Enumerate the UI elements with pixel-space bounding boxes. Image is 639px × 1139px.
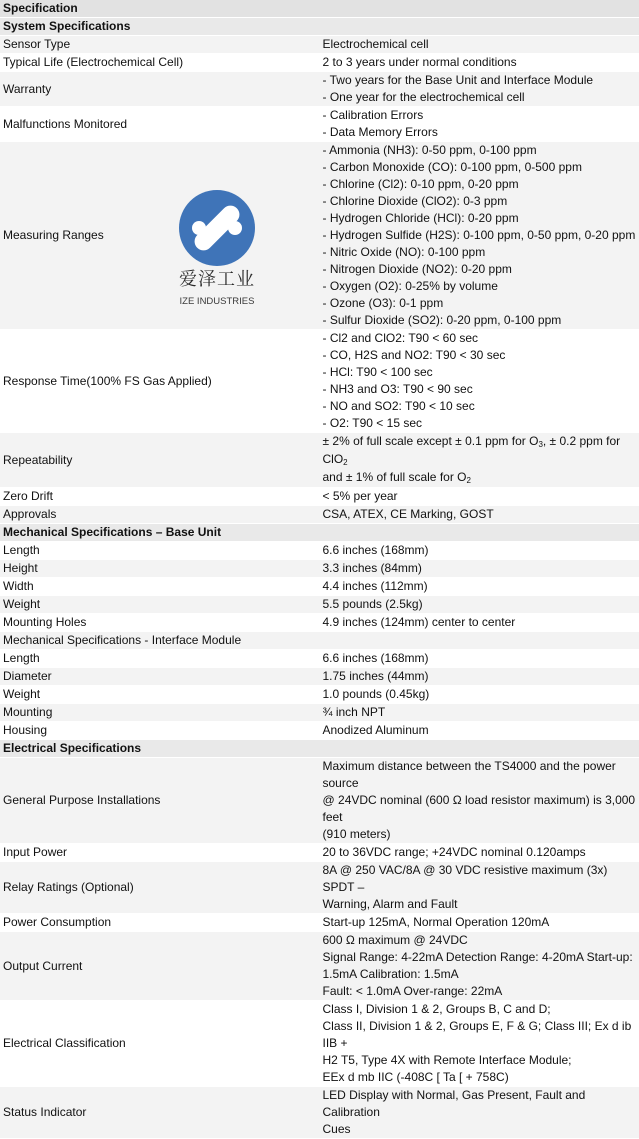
row-value xyxy=(320,54,639,72)
row-value xyxy=(320,142,639,330)
page-title xyxy=(0,0,639,18)
spec-row xyxy=(0,578,639,596)
row-label: Malfunctions Monitored xyxy=(0,107,320,142)
row-value: 4.9 inches (124mm) center to center xyxy=(320,614,639,632)
spec-row xyxy=(0,758,639,844)
row-label: Length xyxy=(0,542,320,560)
value-line: - Ozone (O3): 0-1 ppm xyxy=(323,295,639,312)
value-line: - Nitric Oxide (NO): 0-100 ppm xyxy=(323,244,639,261)
section-system-cell: System Specifications xyxy=(0,18,639,36)
spec-row xyxy=(0,686,639,704)
value-line: Cues xyxy=(323,1121,639,1138)
row-value xyxy=(320,488,639,506)
row-value xyxy=(320,914,639,932)
row-value xyxy=(320,844,639,862)
value-line: - Oxygen (O2): 0-25% by volume xyxy=(323,278,639,295)
value-line: 2 to 3 years under normal conditions xyxy=(323,54,639,71)
row-label: Length xyxy=(0,650,320,668)
spec-row xyxy=(0,54,639,72)
row-label: Power Consumption xyxy=(0,914,320,932)
row-value: 5.5 pounds (2.5kg) xyxy=(320,596,639,614)
spec-row xyxy=(0,722,639,740)
row-label: Repeatability xyxy=(0,433,320,488)
row-label: Zero Drift xyxy=(0,488,320,506)
value-line: 20 to 36VDC range; +24VDC nominal 0.120amps xyxy=(323,844,639,861)
row-label: Input Power xyxy=(0,844,320,862)
value-line: < 5% per year xyxy=(323,488,639,505)
rep-sub: 2 xyxy=(467,476,471,485)
row-value xyxy=(320,72,639,107)
value-line: LED Display with Normal, Gas Present, Fault and Calibration xyxy=(323,1087,639,1121)
row-label: Height xyxy=(0,560,320,578)
value-line: - One year for the electrochemical cell xyxy=(323,89,639,106)
value-line: Electrochemical cell xyxy=(323,36,639,53)
section-mech-interface xyxy=(0,632,639,650)
row-label: General Purpose Installations xyxy=(0,758,320,844)
value-line: Class II, Division 1 & 2, Groups E, F & G; Class III; Ex d ib IIB + xyxy=(323,1018,639,1052)
value-line: - Ammonia (NH3): 0-50 ppm, 0-100 ppm xyxy=(323,142,639,159)
value-line xyxy=(323,469,639,487)
value-line: - Hydrogen Chloride (HCl): 0-20 ppm xyxy=(323,210,639,227)
row-value: 4.4 inches (112mm) xyxy=(320,578,639,596)
row-label: Sensor Type xyxy=(0,36,320,54)
value-line: Class I, Division 1 & 2, Groups B, C and D; xyxy=(323,1001,639,1018)
row-value xyxy=(320,862,639,914)
value-line: - NO and SO2: T90 < 10 sec xyxy=(323,398,639,415)
spec-row xyxy=(0,330,639,433)
value-line: - Calibration Errors xyxy=(323,107,639,124)
row-value: 1.0 pounds (0.45kg) xyxy=(320,686,639,704)
watermark-cn: 爱泽工业 xyxy=(173,270,261,290)
row-label: Weight xyxy=(0,596,320,614)
watermark-en: IZE INDUSTRIES xyxy=(173,296,261,308)
value-line: - HCl: T90 < 100 sec xyxy=(323,364,639,381)
value-line: - NH3 and O3: T90 < 90 sec xyxy=(323,381,639,398)
row-value xyxy=(320,506,639,524)
spec-row xyxy=(0,488,639,506)
row-value: 3.3 inches (84mm) xyxy=(320,560,639,578)
spec-row xyxy=(0,72,639,107)
spec-row xyxy=(0,542,639,560)
value-line: - Chlorine (Cl2): 0-10 ppm, 0-20 ppm xyxy=(323,176,639,193)
spec-row xyxy=(0,596,639,614)
section-mech-interface-label: Mechanical Specifications - Interface Module xyxy=(0,632,320,650)
value-line: H2 T5, Type 4X with Remote Interface Module; xyxy=(323,1052,639,1069)
section-mech-base-cell: Mechanical Specifications – Base Unit xyxy=(0,524,639,542)
row-label: Mounting Holes xyxy=(0,614,320,632)
value-line: Maximum distance between the TS4000 and the power source xyxy=(323,758,639,792)
value-line: - Cl2 and ClO2: T90 < 60 sec xyxy=(323,330,639,347)
value-line: - Carbon Monoxide (CO): 0-100 ppm, 0-500 ppm xyxy=(323,159,639,176)
row-label: Output Current xyxy=(0,932,320,1001)
section-mech-base xyxy=(0,524,639,542)
row-value xyxy=(320,107,639,142)
spec-row xyxy=(0,614,639,632)
value-line: Signal Range: 4-22mA Detection Range: 4-20mA Start-up: xyxy=(323,949,639,966)
spec-row xyxy=(0,932,639,1001)
row-value: 6.6 inches (168mm) xyxy=(320,542,639,560)
section-electrical xyxy=(0,740,639,758)
value-line: CSA, ATEX, CE Marking, GOST xyxy=(323,506,639,523)
row-value xyxy=(320,1087,639,1139)
page-title-cell: Specification xyxy=(0,0,639,18)
spec-row xyxy=(0,142,639,330)
spec-row xyxy=(0,506,639,524)
row-label: Response Time(100% FS Gas Applied) xyxy=(0,330,320,433)
spec-row xyxy=(0,1001,639,1087)
value-line: - Sulfur Dioxide (SO2): 0-20 ppm, 0-100 ppm xyxy=(323,312,639,329)
value-line: - CO, H2S and NO2: T90 < 30 sec xyxy=(323,347,639,364)
row-value: 6.6 inches (168mm) xyxy=(320,650,639,668)
row-label: Weight xyxy=(0,686,320,704)
spec-row xyxy=(0,107,639,142)
spec-row xyxy=(0,650,639,668)
value-line xyxy=(323,433,639,469)
spec-row xyxy=(0,862,639,914)
row-label: Diameter xyxy=(0,668,320,686)
rep-text: , ± 0.2 ppm for ClO xyxy=(323,434,621,466)
row-value xyxy=(320,632,639,650)
value-line: 1.5mA Calibration: 1.5mA xyxy=(323,966,639,983)
row-value xyxy=(320,932,639,1001)
row-label: Relay Ratings (Optional) xyxy=(0,862,320,914)
spec-row xyxy=(0,668,639,686)
row-value xyxy=(320,1001,639,1087)
row-label: Status Indicator xyxy=(0,1087,320,1139)
row-value: Anodized Aluminum xyxy=(320,722,639,740)
spec-row xyxy=(0,560,639,578)
value-line: - Nitrogen Dioxide (NO2): 0-20 ppm xyxy=(323,261,639,278)
value-line: 600 Ω maximum @ 24VDC xyxy=(323,932,639,949)
spec-row xyxy=(0,36,639,54)
row-label: Mounting xyxy=(0,704,320,722)
row-label: Measuring Ranges xyxy=(0,142,320,330)
spec-row xyxy=(0,914,639,932)
rep-text: ± 2% of full scale except ± 0.1 ppm for O xyxy=(323,434,539,448)
value-line: - Hydrogen Sulfide (H2S): 0-100 ppm, 0-50 ppm, 0-20 ppm xyxy=(323,227,639,244)
value-line: EEx d mb IIC (-408C [ Ta [ + 758C) xyxy=(323,1069,639,1086)
value-line: 8A @ 250 VAC/8A @ 30 VDC resistive maximum (3x) SPDT – xyxy=(323,862,639,896)
row-label: Electrical Classification xyxy=(0,1001,320,1087)
rep-sub: 3 xyxy=(538,440,542,449)
row-label: Housing xyxy=(0,722,320,740)
row-value xyxy=(320,330,639,433)
value-line: (910 meters) xyxy=(323,826,639,843)
value-line: Start-up 125mA, Normal Operation 120mA xyxy=(323,914,639,931)
spec-row xyxy=(0,433,639,488)
value-line: - Two years for the Base Unit and Interface Module xyxy=(323,72,639,89)
row-value xyxy=(320,36,639,54)
rep-text: and ± 1% of full scale for O xyxy=(323,470,467,484)
rep-sub: 2 xyxy=(343,458,347,467)
row-value xyxy=(320,433,639,488)
value-line: Fault: < 1.0mA Over-range: 22mA xyxy=(323,983,639,1000)
spec-row xyxy=(0,704,639,722)
value-line: @ 24VDC nominal (600 Ω load resistor maximum) is 3,000 feet xyxy=(323,792,639,826)
spec-row xyxy=(0,844,639,862)
row-value xyxy=(320,758,639,844)
row-value: ¾ inch NPT xyxy=(320,704,639,722)
row-label: Warranty xyxy=(0,72,320,107)
value-line: Warning, Alarm and Fault xyxy=(323,896,639,913)
value-line: - O2: T90 < 15 sec xyxy=(323,415,639,432)
value-line: - Chlorine Dioxide (ClO2): 0-3 ppm xyxy=(323,193,639,210)
row-label: Typical Life (Electrochemical Cell) xyxy=(0,54,320,72)
spec-row xyxy=(0,1087,639,1139)
row-label: Width xyxy=(0,578,320,596)
row-value: 1.75 inches (44mm) xyxy=(320,668,639,686)
section-system xyxy=(0,18,639,36)
value-line: - Data Memory Errors xyxy=(323,124,639,141)
section-electrical-cell: Electrical Specifications xyxy=(0,740,639,758)
row-label: Approvals xyxy=(0,506,320,524)
